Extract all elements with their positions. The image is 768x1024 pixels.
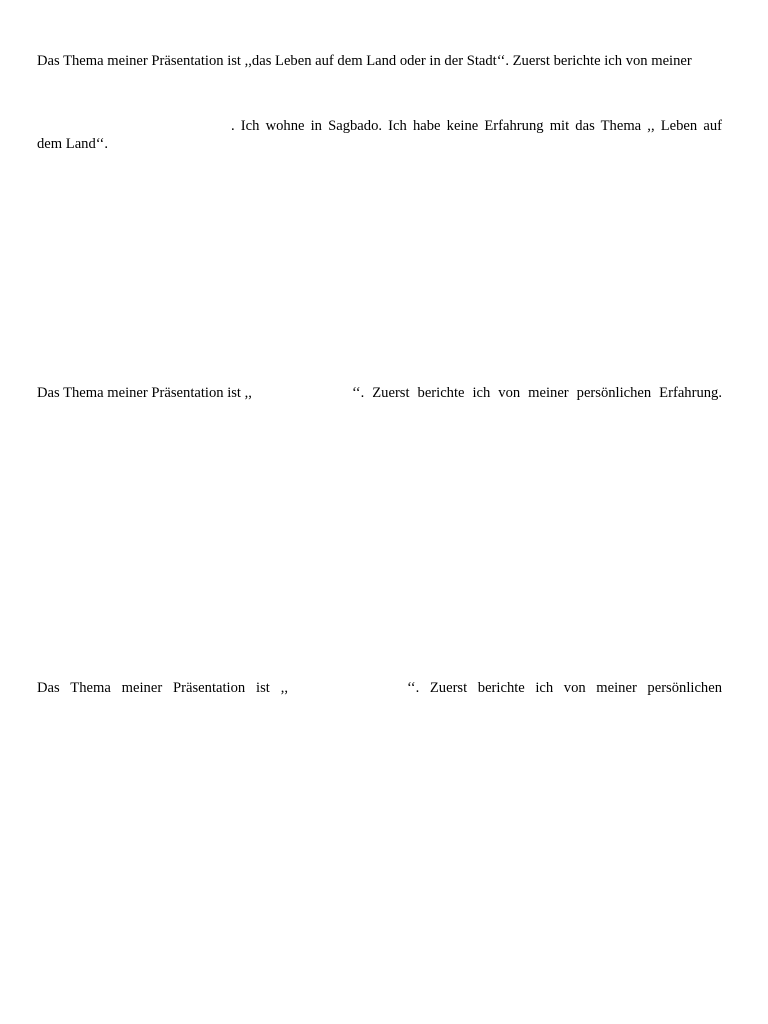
paragraph-1-line-1 bbox=[37, 52, 722, 70]
paragraph-1-line-3 bbox=[37, 135, 722, 153]
paragraph-3-before-blank: Das Thema meiner Präsentation ist ,, bbox=[37, 680, 288, 696]
paragraph-2-before-blank: Das Thema meiner Präsentation ist ,, bbox=[37, 385, 252, 401]
paragraph-1-line-2-text: . Ich wohne in Sagbado. Ich habe keine Erfahrung mit das Thema ,, Leben auf bbox=[231, 118, 722, 134]
paragraph-2-after-blank: ‘‘. Zuerst berichte ich von meiner persönlichen Erfahrung. bbox=[352, 385, 722, 401]
paragraph-1-line-1-text: Das Thema meiner Präsentation ist ,,das Leben auf dem Land oder in der Stadt‘‘. Zuerst berichte ich von meiner bbox=[37, 53, 692, 69]
paragraph-1-line-2 bbox=[231, 117, 722, 135]
paragraph-1-line-3-text: dem Land‘‘. bbox=[37, 136, 109, 152]
paragraph-3-after-blank: ‘‘. Zuerst berichte ich von meiner persönlichen bbox=[407, 680, 722, 696]
